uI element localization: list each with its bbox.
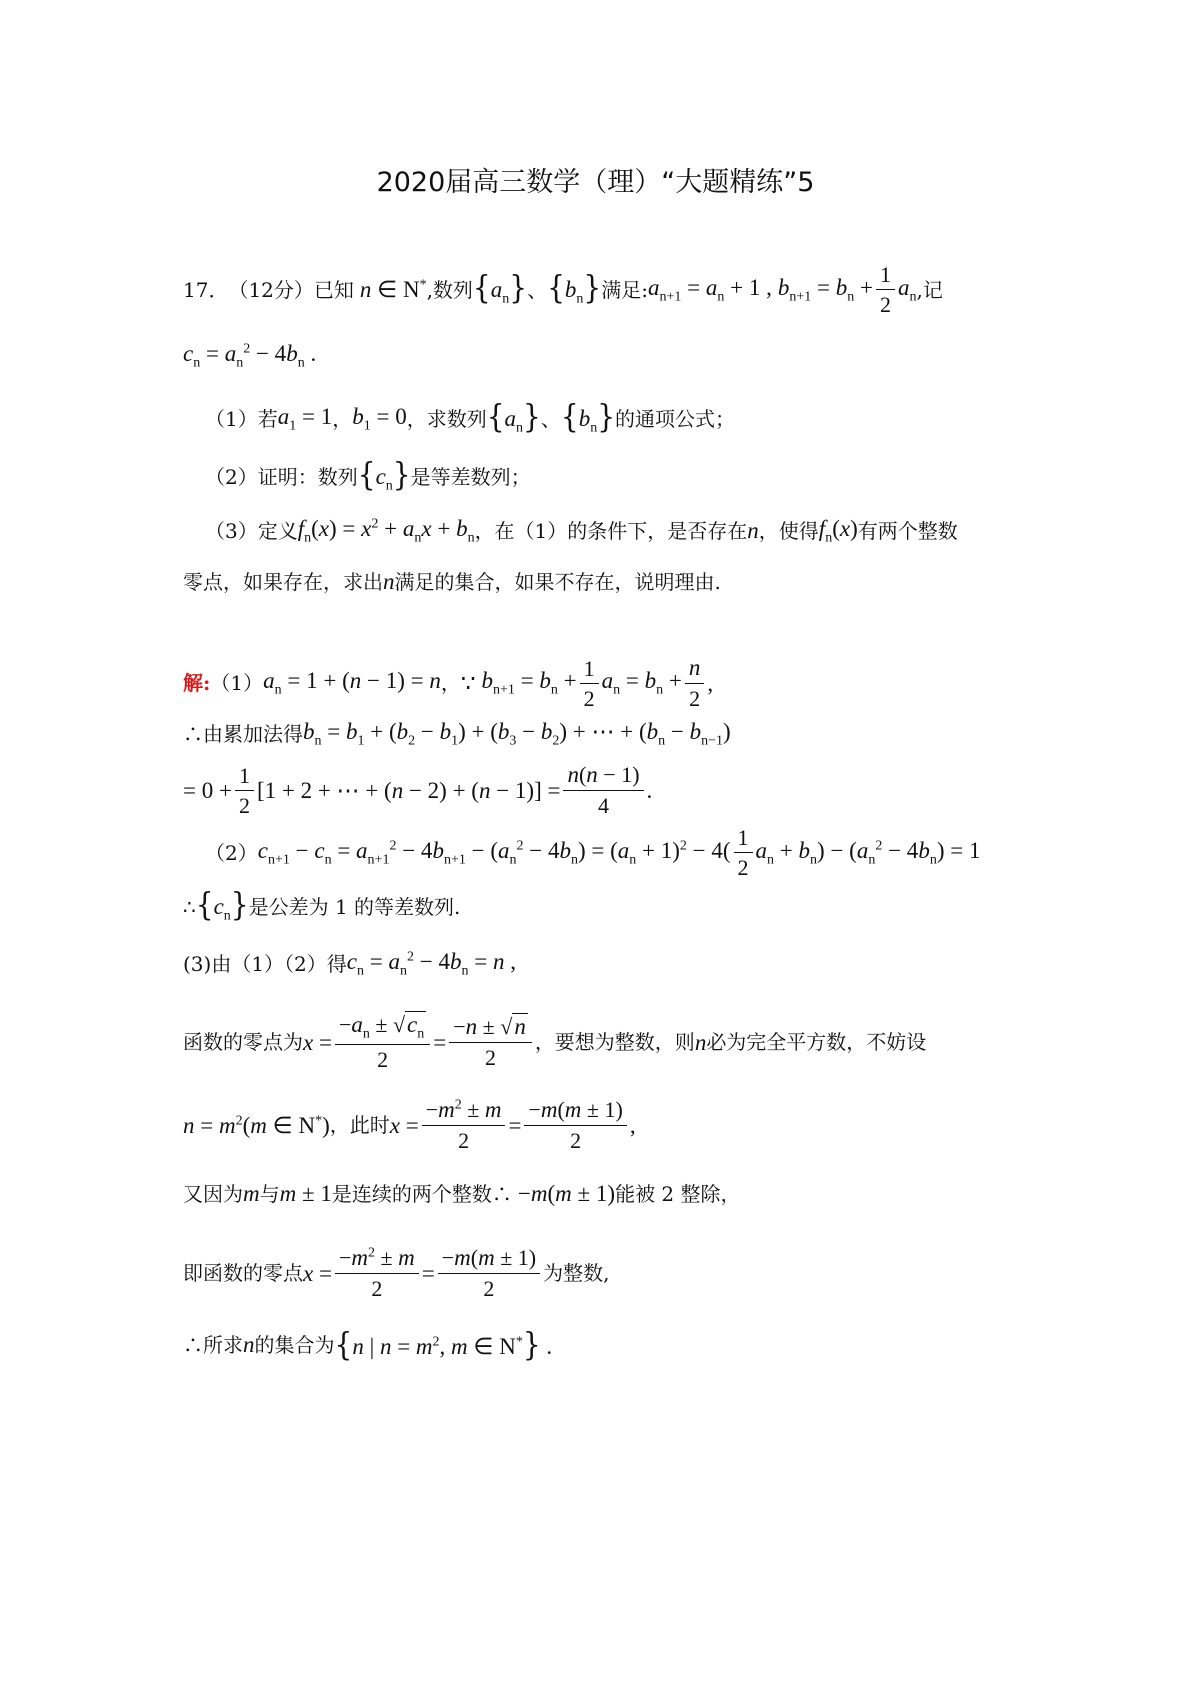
q1-tail: 的通项公式； — [615, 406, 736, 431]
s3-consec-pre: 又因为 — [183, 1181, 243, 1206]
q1-seq-b: $\{b_n\}$ — [560, 397, 616, 436]
s3-frac-m: $\frac{-m^2 \pm m}{2}$ — [422, 1097, 506, 1154]
s1-frac-half-2: $\frac{1}{2}$ — [235, 763, 254, 819]
s3-set-mid: 的集合为 — [254, 1332, 335, 1357]
s3-eq4: = — [421, 1260, 435, 1286]
solution-line-3 — [183, 762, 652, 819]
q3-text4: 零点，如果存在，求出 — [183, 569, 383, 594]
q3-fn: $f_n(x)$ — [818, 516, 858, 546]
q1-comma: ， — [332, 406, 353, 431]
q3-label: （3）定义 — [205, 519, 298, 544]
solution-line-9 — [183, 1180, 741, 1208]
s3-frac-m3: $\frac{-m^2 \pm m}{2}$ — [335, 1245, 419, 1302]
s3-m: m — [243, 1181, 260, 1206]
solution-line-2 — [183, 718, 731, 750]
solution-line-7 — [183, 1012, 926, 1073]
s3-m-pm: m ± 1 — [279, 1181, 332, 1206]
s1-bn-mid: $a_n = b_n$ + — [601, 668, 682, 698]
ji-text: ,记 — [916, 277, 943, 302]
q3-text1: ，在（1）的条件下，是否存在 — [474, 519, 748, 544]
s3-ci: ，此时 — [329, 1113, 390, 1138]
q1-cond-b: $b_1 = 0$ — [352, 403, 407, 434]
solution-label: 解: — [183, 671, 211, 696]
s3-consec-mid2: 是连续的两个整数∴ — [331, 1181, 512, 1206]
s3-zero-text: ，要想为整数，则 — [534, 1030, 695, 1055]
s2-label: （2） — [205, 840, 258, 865]
s3-consec-tail: 能被 2 整除， — [615, 1181, 741, 1206]
cond-nstar: n ∈ N* — [359, 277, 427, 302]
s3-set: {n | $n = m^2$, m ∈ N*} . — [334, 1325, 553, 1364]
s1-sum: $b_n = b_1 + (b_2 - b_1) + (b_3 - b_2)$ + ⋯ + $(b_n - b_{n-1})$ — [303, 719, 731, 749]
solution-line-8 — [183, 1097, 636, 1154]
frac-half: $\frac{1}{2}$ — [876, 262, 895, 318]
rec-b-tail: $a_n$ — [897, 274, 917, 305]
question-1 — [205, 397, 736, 437]
q2-label: （2）证明：数列 — [205, 464, 358, 489]
problem-number: 17． — [183, 277, 229, 302]
s1-end: , — [707, 670, 714, 696]
s1-because: ∵ — [460, 670, 476, 696]
solution-line-1 — [183, 655, 713, 712]
solution-line-11 — [183, 1325, 553, 1364]
q1-seq-a: $\{a_n\}$ — [486, 397, 541, 436]
sep: 、 — [527, 277, 548, 302]
question-3-line-1 — [205, 515, 958, 547]
s1-dot: . — [646, 777, 653, 803]
s1-frac-half: $\frac{1}{2}$ — [580, 656, 599, 712]
s3-cn: $c_n = a_n^2 - 4b_n = n$ , — [346, 949, 516, 979]
q1-cond-a: $a_1 = 1$ — [277, 403, 333, 434]
s3-n-def: $n = m^2(m$ ∈ N*) — [183, 1112, 330, 1138]
q1-text: ，求数列 — [406, 406, 487, 431]
s1-an: $a_n = 1 + (n - 1) = n$ — [263, 668, 441, 698]
seq-text: ,数列 — [426, 277, 473, 302]
q3-n2: n — [383, 569, 395, 594]
document-title: 2020届高三数学（理）“大题精练”5 — [376, 167, 815, 198]
solution-line-4 — [205, 825, 980, 881]
s2-eq-a: $c_{n+1} - c_n = a_{n+1}^2 - 4b_{n+1} - (a_n^2 - 4b_n) = (a_n + 1)^2 - 4$( — [257, 837, 731, 868]
q3-text5: 满足的集合，如果不存在，说明理由. — [394, 569, 721, 594]
s3-consec-mid: 与 — [259, 1181, 280, 1206]
q3-n: n — [747, 518, 759, 544]
q2-seq-c: $\{c_n\}$ — [357, 455, 411, 494]
s3-label: (3)由（1）（2）得 — [183, 952, 347, 977]
s2-conclusion: 是公差为 1 的等差数列. — [248, 894, 461, 919]
s3-frac-m4: $\frac{-m(m \pm 1)}{2}$ — [438, 1245, 540, 1302]
solution-line-5 — [183, 885, 461, 925]
problem-points: （12分） — [228, 277, 314, 302]
s3-x-eq: x = — [303, 1029, 332, 1055]
s3-set-n: n — [243, 1332, 255, 1357]
s1-comma: ， — [440, 671, 461, 696]
problem-line-1 — [183, 262, 943, 318]
s2-eq-b: $a_n + b_n) - (a_n^2 - 4b_n) = 1$ — [755, 837, 981, 868]
q1-label: （1）若 — [205, 406, 278, 431]
s3-zero-prefix: 函数的零点为 — [183, 1030, 303, 1055]
satisfy-text: 满足: — [601, 277, 648, 302]
s2-frac-half: $\frac{1}{2}$ — [734, 825, 753, 881]
s3-zero-text2: 必为完全平方数，不妨设 — [706, 1030, 927, 1055]
question-3-line-2 — [183, 568, 721, 596]
s1-result: $\frac{n(n - 1)}{4}$ — [563, 762, 643, 819]
seq-b: $\{b_n\}$ — [547, 268, 602, 307]
q3-text3: 有两个整数 — [857, 519, 958, 544]
s3-comma: , — [629, 1112, 636, 1138]
q3-func: $f_n(x) = x^2 + a_nx + b_n$ — [297, 516, 475, 546]
s3-frac-m2: $\frac{-m(m \pm 1)}{2}$ — [524, 1097, 626, 1154]
s1-sum-prefix: ∴由累加法得 — [183, 722, 303, 747]
s3-frac-cn: $\frac{-a_n \pm √c_n}{2}$ — [335, 1012, 430, 1073]
s3-int-prefix: 即函数的零点 — [183, 1261, 303, 1286]
problem-intro: 已知 — [313, 277, 354, 302]
s2-seq-c: $\{c_n\}$ — [195, 885, 249, 924]
problem-line-2 — [183, 340, 316, 372]
q1-sep: 、 — [540, 406, 561, 431]
seq-a: $\{a_n\}$ — [472, 268, 528, 307]
s3-x-eq3: x = — [303, 1260, 332, 1286]
question-2 — [205, 455, 531, 495]
s1-bn: $b_{n+1} = b_n$ + — [481, 668, 577, 698]
s3-prod: −m(m ± 1) — [517, 1181, 616, 1206]
rec-a: $a_{n+1} = a_n + 1$ , — [647, 274, 772, 305]
s1-label: （1） — [210, 671, 264, 696]
s3-eq3: = — [508, 1112, 522, 1138]
q2-tail: 是等差数列； — [410, 464, 531, 489]
s3-int-tail: 为整数, — [543, 1261, 610, 1286]
solution-line-6 — [183, 948, 516, 980]
s1-sum2-b: [1 + 2 + ⋯ + (n − 2) + (n − 1)] = — [256, 777, 561, 803]
s3-eq2: = — [433, 1029, 447, 1055]
s2-therefore: ∴ — [183, 894, 196, 919]
cn-definition: $c_n = a_n^2 - 4b_n$ . — [183, 341, 317, 371]
s1-sum2-a: = 0 + — [183, 777, 232, 803]
s3-set-prefix: ∴所求 — [183, 1332, 243, 1357]
rec-b: $b_{n+1} = b_n$ + — [777, 274, 873, 305]
s3-frac-n: $\frac{-n \pm √n}{2}$ — [449, 1014, 532, 1071]
s3-x-eq2: x = — [389, 1112, 419, 1138]
solution-line-10 — [183, 1245, 609, 1302]
q3-text2: ，使得 — [758, 519, 819, 544]
s1-frac-n2: $\frac{n}{2}$ — [685, 655, 705, 712]
s3-n: n — [694, 1029, 707, 1055]
